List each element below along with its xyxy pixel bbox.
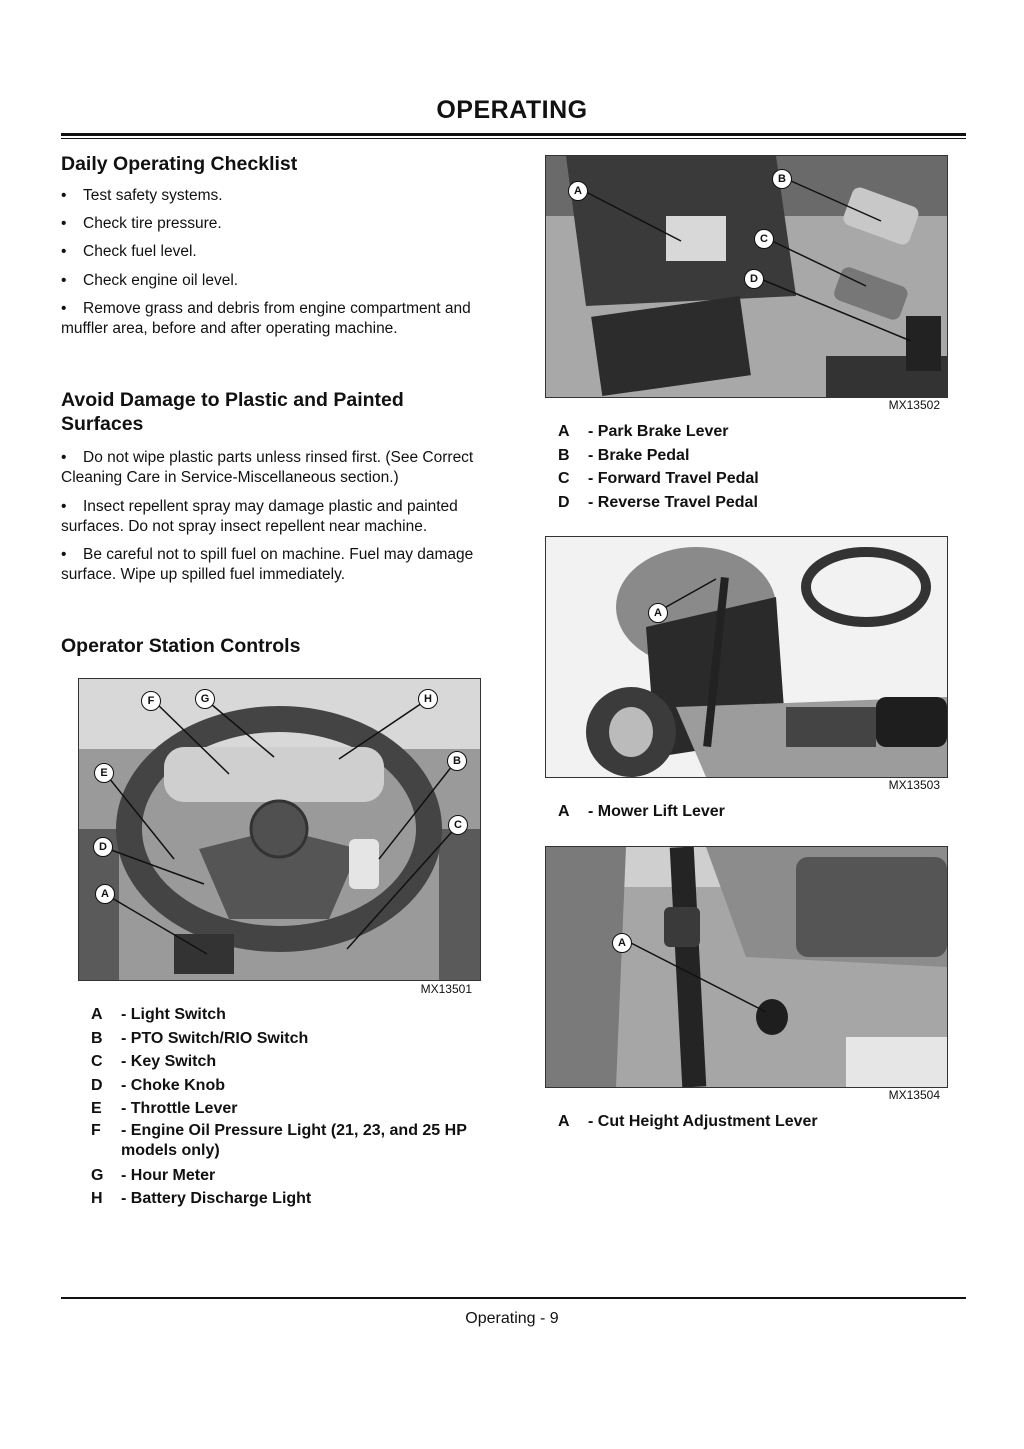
damage-item: • Be careful not to spill fuel on machine. Fuel may damage surface. Wipe up spilled fuel immediately. [61,546,474,583]
callout-b: B [772,169,792,189]
station-legend [91,1003,491,1211]
callout-e: E [94,763,114,783]
callout-d: D [744,269,764,289]
cut-height-photo [545,846,948,1088]
callout-c: C [448,815,468,835]
legend-row: A - Park Brake Lever [558,423,729,440]
steering-wheel-photo [78,678,481,981]
mower-lift-photo [545,536,948,778]
legend-row: D - Reverse Travel Pedal [558,493,758,511]
legend-row: G - Hour Meter [91,1166,216,1184]
callout-a: A [612,933,632,953]
damage-heading: Avoid Damage to Plastic and Painted Surfaces [61,389,404,435]
callout-a: A [648,603,668,623]
checklist-heading: Daily Operating Checklist [61,153,298,175]
damage-item: • Do not wipe plastic parts unless rinsed first. (See Correct Cleaning Care in Service-Miscellaneous section.) [61,449,474,486]
page-title: OPERATING [436,96,588,124]
callout-h: H [418,689,438,709]
legend-row: C - Forward Travel Pedal [558,470,759,487]
mower-lift-legend [558,800,938,824]
figure-code: MX13502 [888,398,940,412]
legend-row: D - Choke Knob [91,1076,225,1094]
callout-g: G [195,689,215,709]
page-footer: Operating - 9 [465,1310,559,1327]
figure-code: MX13501 [420,982,472,996]
pedals-photo [545,155,948,398]
legend-row: B - PTO Switch/RIO Switch [91,1029,309,1047]
footer-rule [61,1297,966,1299]
station-heading: Operator Station Controls [61,635,301,657]
pedals-legend [558,420,938,514]
checklist-item: • Test safety systems. [61,187,223,204]
figure-code: MX13504 [888,1088,940,1102]
callout-d: D [93,837,113,857]
legend-row: H - Battery Discharge Light [91,1190,312,1207]
damage-item: • Insect repellent spray may damage plastic and painted surfaces. Do not spray insect repellent near machine. [61,498,458,535]
checklist-item: • Check fuel level. [61,243,197,260]
figure-code: MX13503 [888,778,940,792]
legend-row: F - Engine Oil Pressure Light (21, 23, and 25 HP models only) [91,1121,467,1159]
cut-height-legend [558,1110,938,1134]
legend-row: E - Throttle Lever [91,1100,238,1117]
callout-c: C [754,229,774,249]
title-rule-thin [61,138,966,139]
legend-row: A - Mower Lift Lever [558,803,725,820]
checklist-item: • Check engine oil level. [61,272,239,289]
callout-a: A [568,181,588,201]
callout-a: A [95,884,115,904]
legend-row: C - Key Switch [91,1053,217,1070]
legend-row: A - Cut Height Adjustment Lever [558,1113,818,1130]
checklist-item: • Remove grass and debris from engine compartment and muffler area, before and after operating machine. [61,300,471,337]
checklist-item: • Check tire pressure. [61,215,222,232]
legend-row: B - Brake Pedal [558,446,690,464]
title-rule [61,133,966,136]
callout-f: F [141,691,161,711]
callout-b: B [447,751,467,771]
legend-row: A - Light Switch [91,1006,226,1023]
